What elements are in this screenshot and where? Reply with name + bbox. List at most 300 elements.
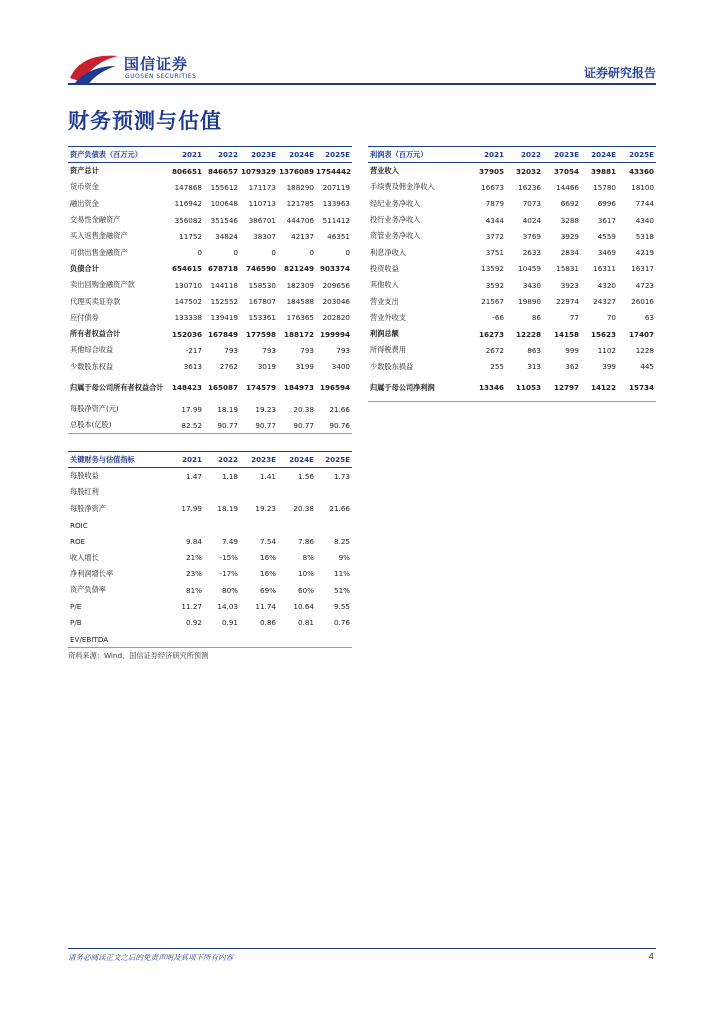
value-cell: 0 <box>345 248 350 258</box>
value-cell: 46351 <box>327 231 350 241</box>
table-title: 关键财务与估值指标 <box>68 452 168 468</box>
value-cell: 2834 <box>560 248 579 258</box>
value-cell: 0 <box>197 248 202 258</box>
value-cell: 1.73 <box>333 471 350 481</box>
value-cell: 63 <box>644 313 654 323</box>
value-cell: 0.86 <box>259 618 276 628</box>
value-cell: 11053 <box>506 375 543 402</box>
value-cell: 11.27 <box>181 602 202 612</box>
value-cell: 133338 <box>174 313 202 323</box>
disclaimer-note: 请务必阅读正文之后的免责声明及其项下所有内容 <box>68 953 233 962</box>
row-label: 总股本(亿股) <box>68 417 168 434</box>
table-row <box>68 212 352 228</box>
value-cell: 4024 <box>522 215 541 225</box>
value-cell: 18100 <box>631 182 654 192</box>
value-cell: 445 <box>640 362 654 372</box>
value-cell: 9.84 <box>185 536 202 546</box>
table-row <box>368 196 656 212</box>
value-cell: 121785 <box>286 199 314 209</box>
table-row <box>68 196 352 212</box>
value-cell: 13346 <box>468 375 506 402</box>
value-cell: 863 <box>527 345 541 355</box>
value-cell: 209656 <box>322 280 350 290</box>
value-cell: 255 <box>490 362 504 372</box>
value-cell: 6692 <box>560 199 579 209</box>
logo-chinese-text: 国信证券 <box>124 55 189 73</box>
value-cell: 4320 <box>597 280 616 290</box>
value-cell: 8.25 <box>333 536 350 546</box>
value-cell: 351546 <box>210 215 238 225</box>
value-cell: 3400 <box>331 362 350 372</box>
row-label: 每股红利 <box>70 487 99 497</box>
value-cell: 1.47 <box>185 471 202 481</box>
value-cell: 3617 <box>597 215 616 225</box>
row-label: P/E <box>70 602 82 612</box>
value-cell: 37905 <box>478 166 504 176</box>
row-label: 融出资金 <box>70 198 99 208</box>
value-cell: 70 <box>606 313 616 323</box>
table-row <box>368 261 656 277</box>
value-cell: 903374 <box>319 264 350 274</box>
value-cell: 12228 <box>515 329 541 339</box>
value-cell: 12797 <box>543 375 581 402</box>
value-cell: 16% <box>260 553 276 563</box>
value-cell: 188172 <box>283 329 314 339</box>
row-label: 其他收入 <box>370 280 399 290</box>
table-row <box>68 179 352 195</box>
year-header: 2023E <box>240 452 278 468</box>
table-row <box>68 549 352 565</box>
value-cell: 846657 <box>207 166 238 176</box>
value-cell: 1228 <box>635 345 654 355</box>
value-cell: 14122 <box>581 375 618 402</box>
row-label: 投行业务净收入 <box>370 215 421 225</box>
table-row <box>68 484 352 500</box>
value-cell <box>168 484 204 500</box>
table-row <box>68 342 352 358</box>
value-cell: 167849 <box>207 329 238 339</box>
row-label: 交易性金融资产 <box>70 215 121 225</box>
balance-sheet-table <box>68 146 352 434</box>
value-cell: 80% <box>222 585 238 595</box>
value-cell: 2633 <box>522 248 541 258</box>
row-label: 买入返售金融资产 <box>70 231 128 241</box>
table-title: 资产负债表（百万元） <box>68 147 168 163</box>
value-cell: -15% <box>219 553 238 563</box>
year-header: 2021 <box>468 147 506 163</box>
value-cell: 0 <box>309 248 314 258</box>
value-cell: 16273 <box>478 329 504 339</box>
value-cell: 11.74 <box>255 602 276 612</box>
value-cell: 24327 <box>593 297 616 307</box>
value-cell: 0 <box>271 248 276 258</box>
table-row <box>68 261 352 277</box>
value-cell: 3469 <box>597 248 616 258</box>
value-cell: 11% <box>334 569 350 579</box>
value-cell <box>278 517 316 533</box>
row-label: 应付债券 <box>70 312 99 322</box>
logo-english-text: GUOSEN SECURITIES <box>125 73 197 80</box>
value-cell: 793 <box>300 345 314 355</box>
value-cell <box>278 631 316 648</box>
row-label: EV/EBITDA <box>68 631 168 648</box>
value-cell: 16673 <box>481 182 504 192</box>
table-row <box>68 468 352 485</box>
table-header-row <box>368 147 656 163</box>
row-label: 其他综合收益 <box>70 345 114 355</box>
value-cell <box>316 631 352 648</box>
value-cell: 81% <box>186 585 202 595</box>
row-label: 归属于母公司所有者权益合计 <box>70 382 164 392</box>
table-row <box>368 179 656 195</box>
value-cell: 110713 <box>248 199 276 209</box>
value-cell: 14.03 <box>217 602 238 612</box>
table-row <box>68 533 352 549</box>
value-cell <box>204 631 240 648</box>
table-title: 利润表（百万元） <box>368 147 468 163</box>
table-row <box>68 293 352 309</box>
value-cell: 806651 <box>171 166 202 176</box>
value-cell: 19.23 <box>255 504 276 514</box>
table-header-row <box>68 147 352 163</box>
row-label: 利润总额 <box>370 329 399 339</box>
value-cell: 196594 <box>319 382 350 392</box>
value-cell: 0.76 <box>333 618 350 628</box>
value-cell: 5318 <box>635 231 654 241</box>
value-cell: 32032 <box>515 166 541 176</box>
value-cell: 174579 <box>245 382 276 392</box>
value-cell: 202820 <box>322 313 350 323</box>
row-label: 代理买卖证券款 <box>70 296 121 306</box>
value-cell: 100648 <box>210 199 238 209</box>
value-cell: 793 <box>262 345 276 355</box>
table-row <box>368 326 656 342</box>
row-label: 资管业务净收入 <box>370 231 421 241</box>
value-cell: 21.66 <box>329 404 350 414</box>
value-cell: 793 <box>224 345 238 355</box>
value-cell: 20.38 <box>293 404 314 414</box>
value-cell: 77 <box>569 313 579 323</box>
page-title: 财务预测与估值 <box>68 109 222 133</box>
value-cell: 3613 <box>183 362 202 372</box>
table-row <box>68 375 352 401</box>
income-statement-body <box>368 147 656 402</box>
value-cell <box>316 517 352 533</box>
row-label: 每股净资产 <box>70 503 106 513</box>
table-row <box>68 631 352 648</box>
value-cell: 3929 <box>560 231 579 241</box>
value-cell: 17.99 <box>181 504 202 514</box>
value-cell: 13592 <box>481 264 504 274</box>
value-cell: 0.92 <box>185 618 202 628</box>
table-row <box>68 326 352 342</box>
value-cell: 11752 <box>179 231 202 241</box>
row-label: 少数股东损益 <box>370 361 414 371</box>
value-cell: 130710 <box>174 280 202 290</box>
row-label: 可供出售金融资产 <box>70 247 128 257</box>
value-cell: 199994 <box>319 329 350 339</box>
row-label: 归属于母公司净利润 <box>368 375 468 402</box>
value-cell: 144118 <box>210 280 238 290</box>
row-label: 卖出回购金融资产款 <box>70 280 135 290</box>
value-cell: 42137 <box>291 231 314 241</box>
value-cell: 21.66 <box>329 504 350 514</box>
table-row <box>368 375 656 402</box>
value-cell: 152552 <box>210 297 238 307</box>
value-cell: 386701 <box>248 215 276 225</box>
table-row <box>68 310 352 326</box>
value-cell: 7.86 <box>297 536 314 546</box>
value-cell <box>240 517 278 533</box>
value-cell: 0.81 <box>297 618 314 628</box>
value-cell: 26016 <box>631 297 654 307</box>
table-row <box>68 359 352 375</box>
value-cell: 207119 <box>322 182 350 192</box>
value-cell: 7.49 <box>221 536 238 546</box>
value-cell: 16236 <box>518 182 541 192</box>
value-cell: 1102 <box>597 345 616 355</box>
value-cell: 86 <box>531 313 541 323</box>
value-cell: 1376089 <box>278 166 314 176</box>
value-cell: 511412 <box>322 215 350 225</box>
value-cell: 3769 <box>522 231 541 241</box>
value-cell: 4723 <box>635 280 654 290</box>
key-ratios-body <box>68 452 352 648</box>
value-cell: 167807 <box>248 297 276 307</box>
value-cell: 15831 <box>556 264 579 274</box>
value-cell: 3288 <box>560 215 579 225</box>
income-statement-table <box>368 146 656 402</box>
footer-divider <box>68 948 656 949</box>
value-cell: 19.23 <box>255 404 276 414</box>
value-cell: 133963 <box>322 199 350 209</box>
row-label: 利息净收入 <box>370 247 406 257</box>
value-cell: 43360 <box>628 166 654 176</box>
report-type-label: 证券研究报告 <box>583 66 656 80</box>
value-cell: 362 <box>565 362 579 372</box>
value-cell: 399 <box>602 362 616 372</box>
table-row <box>68 517 352 533</box>
value-cell: 148423 <box>171 382 202 392</box>
row-label: 负债合计 <box>70 263 99 273</box>
value-cell: 14158 <box>553 329 579 339</box>
year-header: 2024E <box>278 147 316 163</box>
year-header: 2024E <box>581 147 618 163</box>
value-cell: -217 <box>185 345 202 355</box>
value-cell: 177598 <box>245 329 276 339</box>
row-label: 货币资金 <box>70 182 99 192</box>
value-cell <box>240 484 278 500</box>
value-cell: 4344 <box>485 215 504 225</box>
value-cell: 7879 <box>485 199 504 209</box>
value-cell: 90.77 <box>278 417 316 434</box>
value-cell: 3430 <box>522 280 541 290</box>
value-cell: 19890 <box>518 297 541 307</box>
value-cell: 15623 <box>590 329 616 339</box>
value-cell: 22974 <box>556 297 579 307</box>
value-cell: 821249 <box>283 264 314 274</box>
value-cell: 34824 <box>215 231 238 241</box>
value-cell: 17.99 <box>181 404 202 414</box>
value-cell: 184973 <box>283 382 314 392</box>
table-row <box>68 244 352 260</box>
row-label: 每股收益 <box>70 471 99 481</box>
value-cell: 153361 <box>248 313 276 323</box>
value-cell: 1.41 <box>259 471 276 481</box>
value-cell: 17407 <box>628 329 654 339</box>
company-logo <box>68 50 218 86</box>
value-cell: 16% <box>260 569 276 579</box>
value-cell <box>278 484 316 500</box>
value-cell: 51% <box>334 585 350 595</box>
value-cell: 7.54 <box>259 536 276 546</box>
table-row <box>68 501 352 517</box>
value-cell: 165087 <box>207 382 238 392</box>
value-cell: 139419 <box>210 313 238 323</box>
value-cell: 678718 <box>207 264 238 274</box>
year-header: 2022 <box>204 452 240 468</box>
year-header: 2025E <box>316 452 352 468</box>
value-cell: 39881 <box>590 166 616 176</box>
table-row <box>368 310 656 326</box>
year-header: 2021 <box>168 147 204 163</box>
table-row <box>68 582 352 598</box>
value-cell: 356082 <box>174 215 202 225</box>
value-cell <box>204 517 240 533</box>
value-cell: 18.19 <box>217 504 238 514</box>
value-cell: 147868 <box>174 182 202 192</box>
value-cell: 9.55 <box>333 602 350 612</box>
value-cell <box>168 631 204 648</box>
table-row <box>368 342 656 358</box>
table-row <box>68 566 352 582</box>
value-cell: -17% <box>219 569 238 579</box>
key-ratios-table <box>68 451 352 648</box>
table-row <box>368 359 656 375</box>
row-label: 营业收入 <box>370 166 399 176</box>
year-header: 2025E <box>316 147 352 163</box>
value-cell: 188290 <box>286 182 314 192</box>
value-cell: 3019 <box>257 362 276 372</box>
value-cell: 171173 <box>248 182 276 192</box>
value-cell: 0 <box>233 248 238 258</box>
table-row <box>368 277 656 293</box>
value-cell: 158530 <box>248 280 276 290</box>
row-label: 少数股东权益 <box>70 361 114 371</box>
value-cell: 152036 <box>171 329 202 339</box>
value-cell: 18.19 <box>217 404 238 414</box>
year-header: 2025E <box>618 147 656 163</box>
table-row <box>368 163 656 180</box>
year-header: 2022 <box>506 147 543 163</box>
row-label: 经纪业务净收入 <box>370 198 421 208</box>
row-label: 所有者权益合计 <box>70 329 121 339</box>
value-cell: 116942 <box>174 199 202 209</box>
value-cell: 15780 <box>593 182 616 192</box>
value-cell: 0.91 <box>221 618 238 628</box>
row-label: ROIC <box>70 520 88 530</box>
value-cell: 9% <box>338 553 350 563</box>
row-label: 收入增长 <box>70 552 99 562</box>
table-row <box>368 244 656 260</box>
year-header: 2021 <box>168 452 204 468</box>
table-row <box>68 598 352 614</box>
value-cell: 69% <box>260 585 276 595</box>
row-label: 营业外收支 <box>370 312 406 322</box>
value-cell <box>168 517 204 533</box>
value-cell: 14466 <box>556 182 579 192</box>
value-cell: 21567 <box>481 297 504 307</box>
table-row <box>68 615 352 631</box>
value-cell: 203046 <box>322 297 350 307</box>
value-cell: 4340 <box>635 215 654 225</box>
row-label: 资产负债率 <box>70 585 106 595</box>
value-cell: 654615 <box>171 264 202 274</box>
table-row <box>68 163 352 180</box>
page-number: 4 <box>648 952 654 961</box>
value-cell: 3751 <box>485 248 504 258</box>
source-note: 资料来源：Wind、国信证券经济研究所预测 <box>68 651 209 660</box>
value-cell: 37054 <box>553 166 579 176</box>
value-cell: 4559 <box>597 231 616 241</box>
row-label: 净利润增长率 <box>70 568 114 578</box>
value-cell: 7744 <box>635 199 654 209</box>
value-cell: 90.76 <box>316 417 352 434</box>
value-cell <box>316 484 352 500</box>
value-cell: 8% <box>302 553 314 563</box>
page-header <box>0 0 724 90</box>
logo-mark-icon <box>68 50 120 86</box>
value-cell: 10.64 <box>293 602 314 612</box>
value-cell: 1754442 <box>316 166 352 176</box>
value-cell: 3923 <box>560 280 579 290</box>
value-cell: 10459 <box>518 264 541 274</box>
value-cell: 21% <box>186 553 202 563</box>
row-label: 资产总计 <box>70 166 99 176</box>
value-cell: 176365 <box>286 313 314 323</box>
value-cell: 3199 <box>295 362 314 372</box>
value-cell: 20.38 <box>293 504 314 514</box>
value-cell: 1.18 <box>221 471 238 481</box>
value-cell: 90.77 <box>204 417 240 434</box>
value-cell: 1.56 <box>297 471 314 481</box>
row-label: 所得税费用 <box>370 345 406 355</box>
value-cell: 16311 <box>593 264 616 274</box>
row-label: P/B <box>70 618 82 628</box>
value-cell: 6996 <box>597 199 616 209</box>
value-cell: 184588 <box>286 297 314 307</box>
table-row <box>68 277 352 293</box>
value-cell: 10% <box>298 569 314 579</box>
value-cell: 147502 <box>174 297 202 307</box>
value-cell: 1079329 <box>240 166 276 176</box>
row-label: 营业支出 <box>370 296 399 306</box>
value-cell: 182309 <box>286 280 314 290</box>
table-row <box>68 228 352 244</box>
value-cell: 7073 <box>522 199 541 209</box>
value-cell: 3772 <box>485 231 504 241</box>
table-row <box>68 417 352 434</box>
balance-sheet-body <box>68 147 352 434</box>
value-cell: 3592 <box>485 280 504 290</box>
table-row <box>368 212 656 228</box>
row-label: 投资收益 <box>370 263 399 273</box>
year-header: 2023E <box>240 147 278 163</box>
value-cell: 155612 <box>210 182 238 192</box>
row-label: 手续费及佣金净收入 <box>370 182 435 192</box>
value-cell: 313 <box>527 362 541 372</box>
value-cell: 16317 <box>631 264 654 274</box>
